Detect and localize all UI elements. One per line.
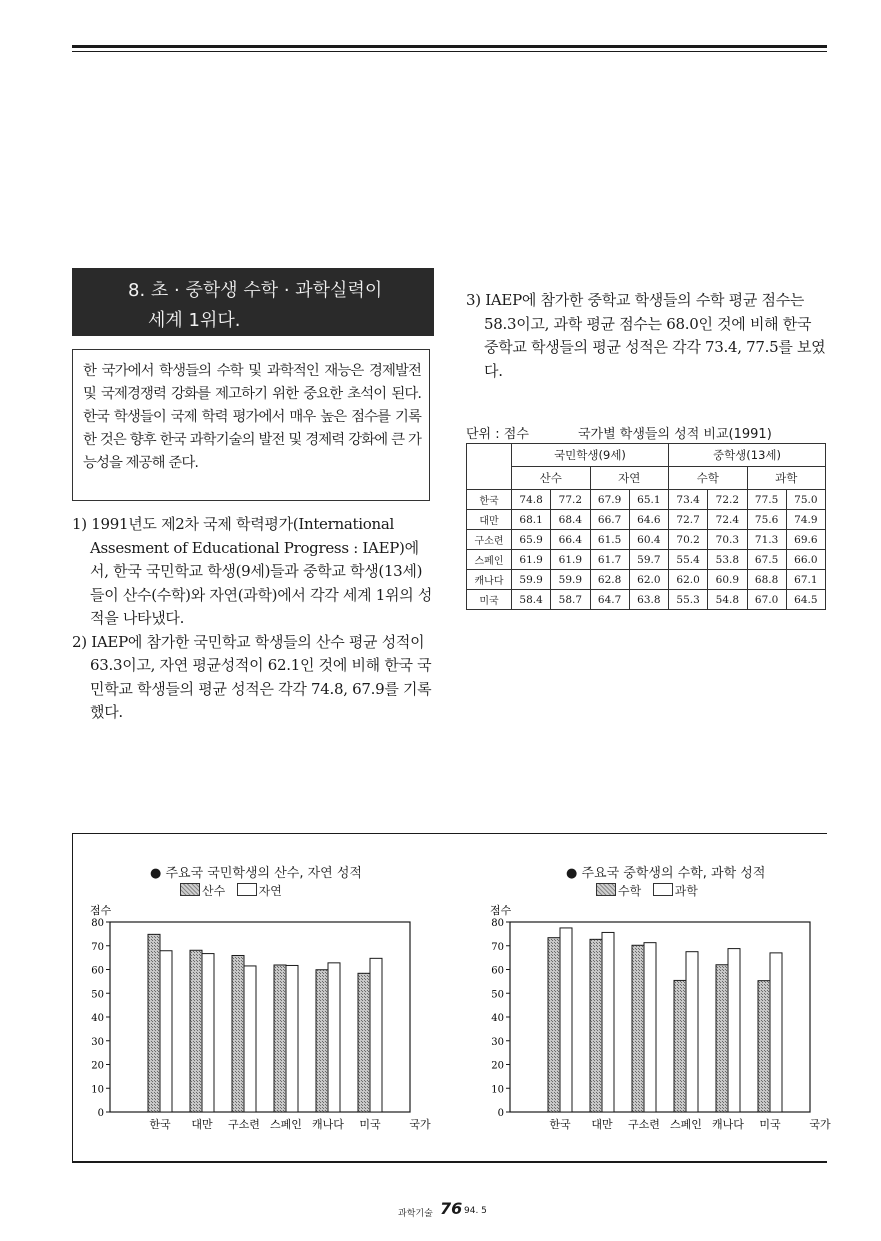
table-cell: 65.1 — [629, 490, 668, 510]
table-sub-nature: 자연 — [590, 467, 669, 490]
table-cell: 72.7 — [669, 510, 708, 530]
table-cell: 64.6 — [629, 510, 668, 530]
x-axis-label: 국가 — [809, 1118, 831, 1131]
table-cell: 67.1 — [786, 570, 825, 590]
table-cell: 77.5 — [747, 490, 786, 510]
table-sub-arithmetic: 산수 — [512, 467, 591, 490]
table-corner-cell — [467, 444, 512, 490]
table-row — [467, 590, 826, 610]
table-cell: 74.8 — [512, 490, 551, 510]
table-cell: 69.6 — [786, 530, 825, 550]
x-tick-label: 한국 — [549, 1118, 571, 1131]
bar-series2 — [644, 943, 656, 1112]
y-tick-label: 20 — [491, 1060, 504, 1072]
table-cell: 61.9 — [512, 550, 551, 570]
table-cell: 59.9 — [551, 570, 590, 590]
table-cell: 53.8 — [708, 550, 747, 570]
bar-series1 — [274, 965, 286, 1112]
bar-series1 — [548, 938, 560, 1112]
table-cell: 65.9 — [512, 530, 551, 550]
table-cell: 55.4 — [669, 550, 708, 570]
chart2-title: ● 주요국 중학생의 수학, 과학 성적 — [566, 866, 766, 881]
section-heading — [72, 268, 434, 336]
chart2-legend-series2: 과학 — [674, 884, 698, 898]
y-tick-label: 30 — [491, 1036, 504, 1048]
y-tick-label: 80 — [91, 918, 104, 929]
chart-top-rule — [72, 833, 827, 834]
table-cell: 70.3 — [708, 530, 747, 550]
bar-series2 — [770, 953, 782, 1112]
chart-bottom-rule — [72, 1161, 827, 1163]
footer-page-number: 76 — [440, 1199, 463, 1218]
table-cell: 67.9 — [590, 490, 629, 510]
table-cell: 66.4 — [551, 530, 590, 550]
legend-shaded-swatch — [180, 883, 200, 896]
point-1: 1) 1991년도 제2차 국제 학력평가(International Assesment of Educational Progress : IAEP)에서, 한국 국민학교 학생(9세)들과 중학교 학생(13세)들이 산수(수학)와 자연(과학)에서 각각 세계 1위의 성적을 나타냈다. — [72, 515, 433, 627]
bar-series2 — [728, 949, 740, 1112]
table-cell: 73.4 — [669, 490, 708, 510]
y-tick-label: 60 — [491, 965, 504, 977]
table-cell: 58.7 — [551, 590, 590, 610]
table-cell: 64.7 — [590, 590, 629, 610]
table-title: 국가별 학생들의 성적 비교(1991) — [578, 427, 772, 442]
table-header-row-1 — [467, 444, 826, 467]
x-tick-label: 캐나다 — [712, 1118, 744, 1131]
chart1-elementary — [80, 898, 440, 1138]
table-cell: 66.7 — [590, 510, 629, 530]
table-cell: 70.2 — [669, 530, 708, 550]
table-cell: 66.0 — [786, 550, 825, 570]
table-header-row-2 — [467, 467, 826, 490]
table-cell: 74.9 — [786, 510, 825, 530]
top-rule-thick — [72, 45, 827, 48]
table-cell: 77.2 — [551, 490, 590, 510]
x-tick-label: 미국 — [759, 1118, 781, 1131]
y-tick-label: 30 — [91, 1036, 104, 1048]
y-axis-label: 점수 — [490, 904, 512, 917]
top-rule-thin — [72, 51, 827, 52]
table-row-country: 스페인 — [467, 550, 512, 570]
bar-series1 — [316, 970, 328, 1112]
table-unit: 단위 : 점수 — [466, 427, 529, 442]
x-tick-label: 스페인 — [670, 1118, 702, 1131]
table-row-country: 캐나다 — [467, 570, 512, 590]
y-tick-label: 80 — [491, 918, 504, 929]
table-cell: 64.5 — [786, 590, 825, 610]
legend-empty-swatch — [653, 883, 673, 896]
bar-series2 — [602, 932, 614, 1112]
y-tick-label: 10 — [91, 1084, 104, 1096]
chart2-legend — [596, 882, 698, 899]
legend-shaded-swatch — [596, 883, 616, 896]
table-cell: 75.6 — [747, 510, 786, 530]
x-tick-label: 미국 — [359, 1118, 381, 1131]
y-tick-label: 0 — [97, 1108, 104, 1119]
y-tick-label: 70 — [91, 941, 104, 953]
section-heading-line1: 8. 초 · 중학생 수학 · 과학실력이 — [128, 280, 383, 301]
y-tick-label: 70 — [491, 941, 504, 953]
bar-series2 — [160, 951, 172, 1112]
footer-issue: 94. 5 — [464, 1206, 487, 1216]
points-left — [72, 513, 434, 725]
point-2: 2) IAEP에 참가한 국민학교 학생들의 산수 평균 성적이 63.3이고, 자연 평균성적이 62.1인 것에 비해 한국 국민학교 학생들의 평균 성적은 각각 74.8, 67.9를 기록했다. — [72, 632, 432, 721]
bar-series1 — [590, 939, 602, 1112]
table-cell: 72.4 — [708, 510, 747, 530]
intro-summary: 한 국가에서 학생들의 수학 및 과학적인 재능은 경제발전 및 국제경쟁력 강화를 제고하기 위한 중요한 초석이 된다. 한국 학생들이 국제 학력 평가에서 매우 높은 점수를 기록한 것은 향후 한국 과학기술의 발전 및 경제력 강화에 큰 가능성을 제공해 준다. — [72, 349, 430, 501]
chart1-legend-series1: 산수 — [202, 884, 226, 898]
table-cell: 60.4 — [629, 530, 668, 550]
table-cell: 63.8 — [629, 590, 668, 610]
table-row-country: 미국 — [467, 590, 512, 610]
x-tick-label: 캐나다 — [312, 1118, 344, 1131]
x-tick-label: 구소련 — [628, 1118, 660, 1131]
table-cell: 62.8 — [590, 570, 629, 590]
points-right — [466, 289, 828, 383]
table-row — [467, 570, 826, 590]
point-3: 3) IAEP에 참가한 중학교 학생들의 수학 평균 점수는 58.3이고, 과학 평균 점수는 68.0인 것에 비해 한국 중학교 학생들의 평균 성적은 각각 73.4, 77.5를 보였다. — [466, 291, 826, 380]
footer-magazine: 과학기술 — [398, 1209, 433, 1219]
y-tick-label: 20 — [91, 1060, 104, 1072]
table-cell: 67.5 — [747, 550, 786, 570]
table-sub-science: 과학 — [747, 467, 826, 490]
table-cell: 67.0 — [747, 590, 786, 610]
bar-series2 — [370, 958, 382, 1112]
bar-series1 — [632, 945, 644, 1112]
y-tick-label: 10 — [491, 1084, 504, 1096]
table-row — [467, 490, 826, 510]
y-tick-label: 0 — [497, 1108, 504, 1119]
table-cell: 62.0 — [629, 570, 668, 590]
legend-empty-swatch — [237, 883, 257, 896]
table-cell: 61.9 — [551, 550, 590, 570]
table-cell: 55.3 — [669, 590, 708, 610]
table-row-country: 한국 — [467, 490, 512, 510]
table-row-country: 구소련 — [467, 530, 512, 550]
y-tick-label: 50 — [91, 989, 104, 1001]
table-cell: 58.4 — [512, 590, 551, 610]
chart1-title: ● 주요국 국민학생의 산수, 자연 성적 — [150, 866, 362, 881]
y-axis-label: 점수 — [90, 904, 112, 917]
bar-series1 — [674, 980, 686, 1112]
table-cell: 61.7 — [590, 550, 629, 570]
y-tick-label: 50 — [491, 989, 504, 1001]
table-body — [467, 490, 826, 610]
bar-series1 — [148, 934, 160, 1112]
chart2-legend-series1: 수학 — [618, 884, 642, 898]
table-row — [467, 530, 826, 550]
table-row-country: 대만 — [467, 510, 512, 530]
table-cell: 59.9 — [512, 570, 551, 590]
chart2-middle — [480, 898, 840, 1138]
table-cell: 68.1 — [512, 510, 551, 530]
bar-series2 — [328, 963, 340, 1112]
x-tick-label: 대만 — [191, 1118, 213, 1131]
chart-left-rule — [72, 833, 73, 1163]
table-cell: 61.5 — [590, 530, 629, 550]
bar-series2 — [202, 954, 214, 1112]
table-cell: 71.3 — [747, 530, 786, 550]
y-tick-label: 40 — [91, 1013, 104, 1024]
y-tick-label: 60 — [91, 965, 104, 977]
bar-series1 — [716, 965, 728, 1112]
x-tick-label: 구소련 — [228, 1118, 260, 1131]
x-axis-label: 국가 — [409, 1118, 431, 1131]
table-row — [467, 550, 826, 570]
bar-series1 — [358, 973, 370, 1112]
table-row — [467, 510, 826, 530]
table-cell: 68.4 — [551, 510, 590, 530]
score-table — [466, 443, 826, 610]
x-tick-label: 한국 — [149, 1118, 171, 1131]
bar-series1 — [190, 950, 202, 1112]
chart1-legend — [180, 882, 282, 899]
table-cell: 68.8 — [747, 570, 786, 590]
y-tick-label: 40 — [491, 1013, 504, 1024]
table-cell: 60.9 — [708, 570, 747, 590]
bar-series2 — [286, 965, 298, 1112]
bar-series2 — [244, 966, 256, 1112]
bar-series1 — [232, 955, 244, 1112]
bar-series2 — [686, 952, 698, 1112]
bar-series1 — [758, 981, 770, 1112]
x-tick-label: 스페인 — [270, 1118, 302, 1131]
table-cell: 62.0 — [669, 570, 708, 590]
table-cell: 54.8 — [708, 590, 747, 610]
table-cell: 72.2 — [708, 490, 747, 510]
x-tick-label: 대만 — [591, 1118, 613, 1131]
table-group-elementary: 국민학생(9세) — [512, 444, 669, 467]
table-cell: 59.7 — [629, 550, 668, 570]
bar-series2 — [560, 928, 572, 1112]
section-heading-line2: 세계 1위다. — [148, 310, 241, 331]
table-sub-math: 수학 — [669, 467, 748, 490]
chart1-legend-series2: 자연 — [258, 884, 282, 898]
table-group-middle: 중학생(13세) — [669, 444, 826, 467]
table-cell: 75.0 — [786, 490, 825, 510]
